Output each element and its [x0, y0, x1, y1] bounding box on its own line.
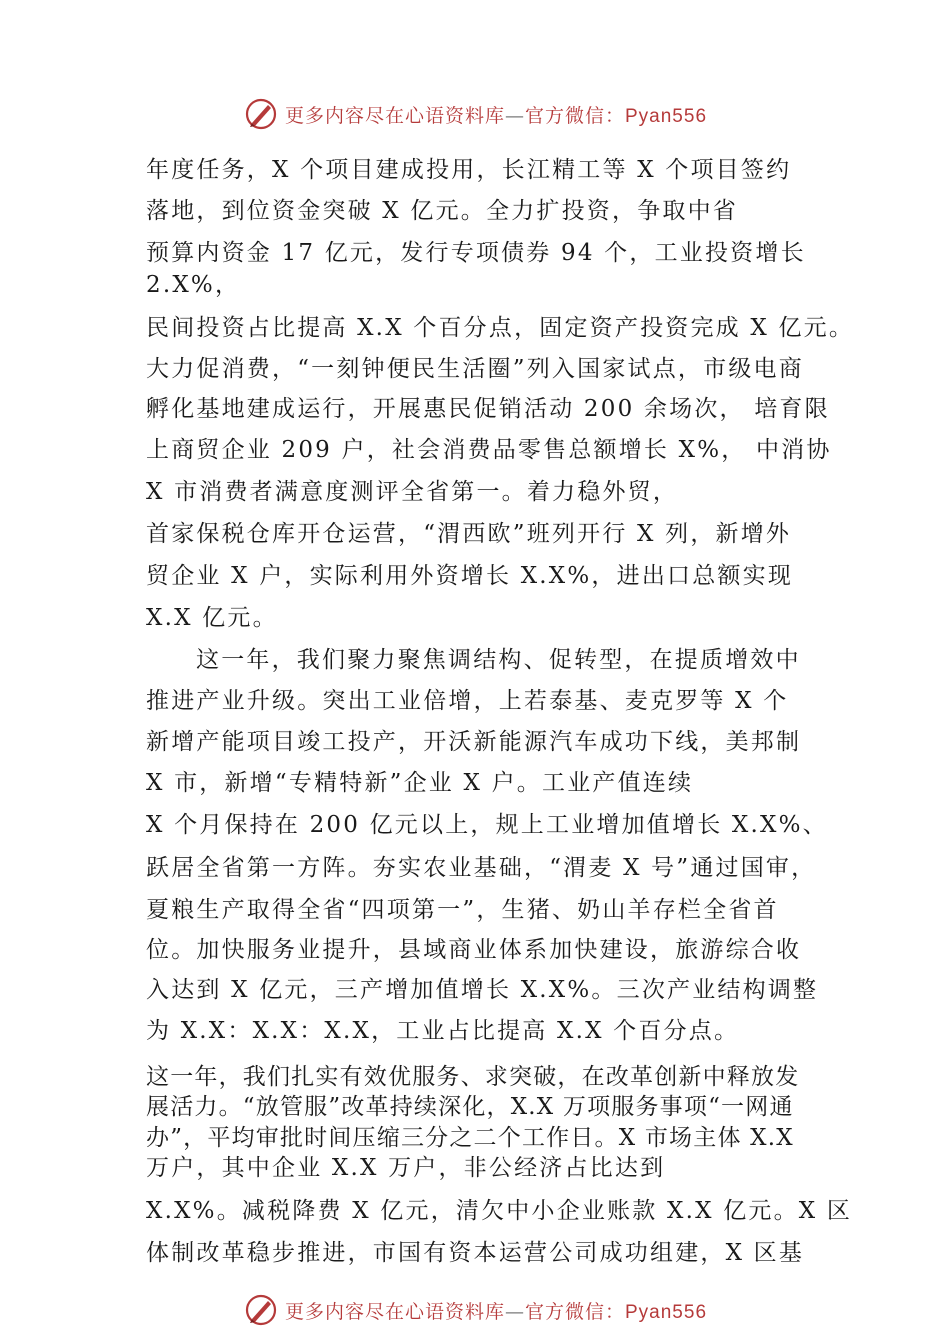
body-line: 体制改革稳步推进，市国有资本运营公司成功组建，X 区基 — [146, 1240, 805, 1266]
watermark-account: Pyan556 — [625, 1301, 708, 1323]
body-line: X.X%。减税降费 X 亿元，清欠中小企业账款 X.X 亿元。X 区 — [146, 1198, 853, 1224]
body-line: 年度任务，X 个项目建成投用，长江精工等 X 个项目签约 — [146, 157, 792, 183]
watermark-brand: 更多内容尽在心语资料库 — [284, 1300, 505, 1323]
body-line: X.X 亿元。 — [146, 605, 278, 631]
body-line: 推进产业升级。突出工业倍增，上若泰基、麦克罗等 X 个 — [146, 688, 789, 714]
body-line: 展活力。“放管服”改革持续深化，X.X 万项服务事项“一网通 — [146, 1094, 794, 1120]
body-line: 新增产能项目竣工投产，开沃新能源汽车成功下线，美邦制 — [146, 729, 802, 755]
watermark-label: 官方微信： — [524, 104, 625, 127]
body-line: X 市，新增“专精特新”企业 X 户。工业产值连续 — [146, 770, 694, 796]
body-line: 预算内资金 17 亿元，发行专项债券 94 个，工业投资增长 — [146, 240, 806, 266]
body-line: 落地，到位资金突破 X 亿元。全力扩投资，争取中省 — [146, 198, 738, 224]
body-line: 位。加快服务业提升，县域商业体系加快建设，旅游综合收 — [146, 937, 802, 963]
body-line: 跃居全省第一方阵。夯实农业基础，“渭麦 X 号”通过国审， — [146, 855, 817, 881]
watermark-separator: — — [504, 104, 525, 127]
body-line: 民间投资占比提高 X.X 个百分点，固定资产投资完成 X 亿元。 — [146, 315, 855, 341]
body-line: X 个月保持在 200 亿元以上，规上工业增加值增长 X.X%、 — [146, 812, 828, 838]
watermark-text — [285, 1297, 707, 1324]
body-line: 贸企业 X 户，实际利用外资增长 X.X%，进出口总额实现 — [146, 563, 794, 589]
watermark-brand: 更多内容尽在心语资料库 — [284, 104, 505, 127]
body-line: 2.X%， — [146, 272, 241, 298]
body-line: 大力促消费，“一刻钟便民生活圈”列入国家试点，市级电商 — [146, 356, 804, 382]
body-line: 夏粮生产取得全省“四项第一”，生猪、奶山羊存栏全省首 — [146, 897, 779, 923]
body-line: 办”，平均审批时间压缩三分之二个工作日。X 市场主体 X.X — [146, 1125, 794, 1151]
body-line: 为 X.X：X.X：X.X，工业占比提高 X.X 个百分点。 — [146, 1018, 740, 1044]
watermark-account: Pyan556 — [625, 105, 708, 127]
pen-logo-icon — [243, 1292, 279, 1328]
body-line: 上商贸企业 209 户，社会消费品零售总额增长 X%， 中消协 — [146, 437, 832, 463]
body-line: X 市消费者满意度测评全省第一。着力稳外贸， — [146, 479, 679, 505]
footer-watermark — [0, 1290, 950, 1330]
watermark-label: 官方微信： — [524, 1300, 625, 1323]
body-line: 首家保税仓库开仓运营，“渭西欧”班列开行 X 列，新增外 — [146, 521, 792, 547]
body-line: 这一年，我们聚力聚焦调结构、促转型，在提质增效中 — [196, 647, 801, 673]
body-line: 万户，其中企业 X.X 万户，非公经济占比达到 — [146, 1155, 666, 1181]
body-line: 入达到 X 亿元，三产增加值增长 X.X%。三次产业结构调整 — [146, 977, 819, 1003]
watermark-separator: — — [504, 1300, 525, 1323]
body-line: 这一年，我们扎实有效优服务、求突破，在改革创新中释放发 — [146, 1064, 800, 1090]
body-line: 孵化基地建成运行，开展惠民促销活动 200 余场次， 培育限 — [146, 396, 830, 422]
